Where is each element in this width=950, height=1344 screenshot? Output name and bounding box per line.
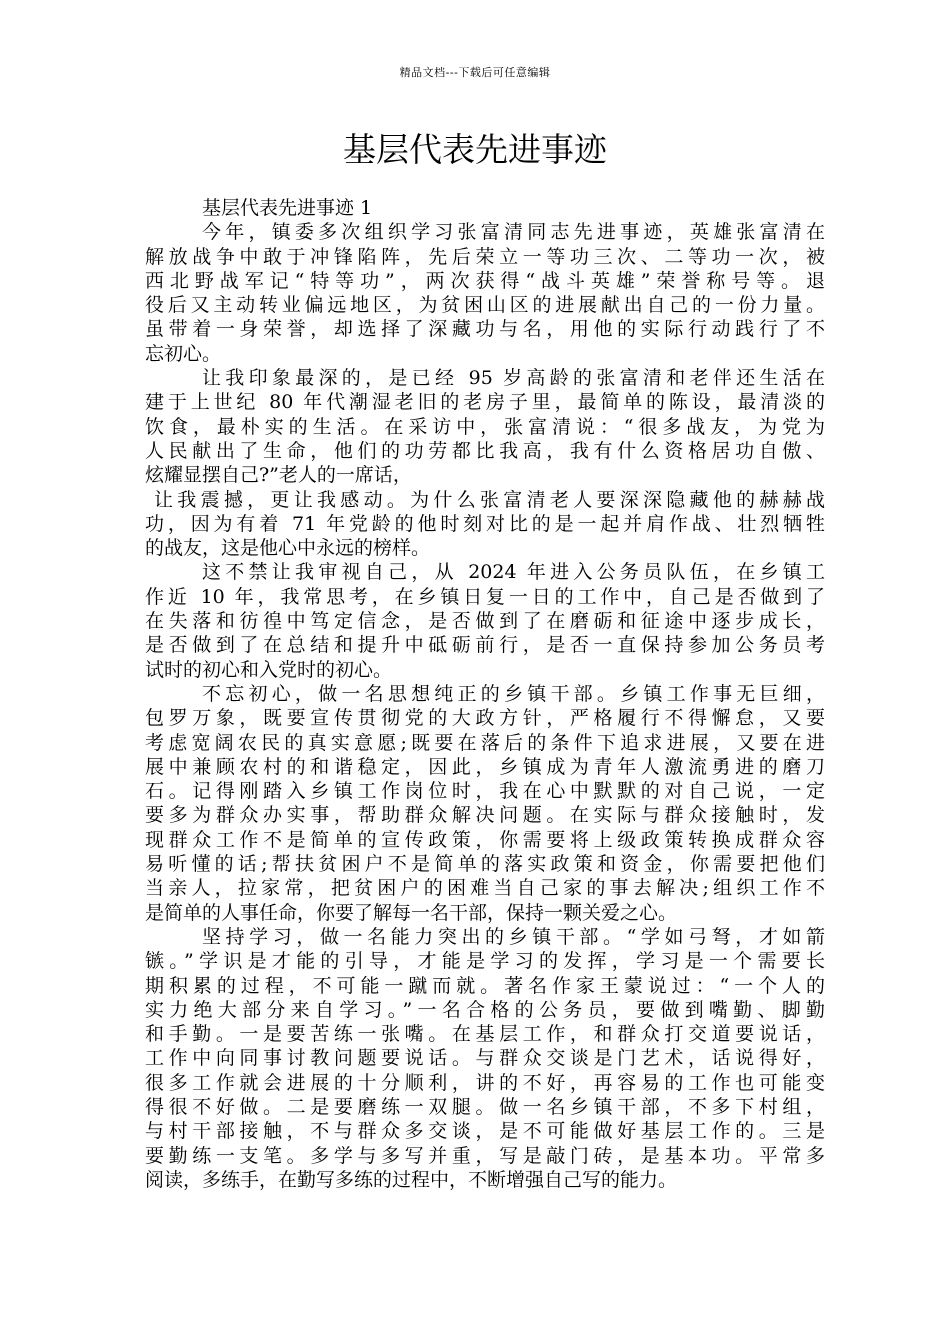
text-line: 坚持学习，做一名能力突出的乡镇干部。“学如弓弩，才如箭 [202,925,825,948]
text-line: 期积累的过程，不可能一蹴而就。著名作家王蒙说过：“一个人的 [145,974,825,997]
text-line: 包罗万象，既要宣传贯彻党的大政方针，严格履行不得懈怠，又要 [145,707,825,730]
text-line: 阅读，多练手，在勤写多练的过程中，不断增强自己写的能力。 [145,1168,678,1191]
text-line: 今年，镇委多次组织学习张富清同志先进事迹，英雄张富清在 [202,221,825,244]
text-line: 的战友，这是他心中永远的榜样。 [145,537,431,560]
text-line: 让我印象最深的，是已经 95 岁高龄的张富清和老伴还生活在 [202,367,825,390]
text-line: 镞。”学识是才能的引导，才能是学习的发挥，学习是一个需要长 [145,950,825,973]
text-line: 试时的初心和入党时的初心。 [145,658,393,681]
text-line: 不忘初心，做一名思想纯正的乡镇干部。乡镇工作事无巨细， [202,682,825,705]
text-line: 要多为群众办实事，帮助群众解决问题。在实际与群众接触时，发 [145,804,825,827]
text-line: 西北野战军记“特等功”，两次获得“战斗英雄”荣誉称号等。退 [145,269,825,292]
text-line: 是否做到了在总结和提升中砥砺前行，是否一直保持参加公务员考 [145,634,825,657]
text-line: 得很不好做。二是要磨练一双腿。做一名乡镇干部，不多下村组， [145,1095,825,1118]
text-line: 易听懂的话;帮扶贫困户不是简单的落实政策和资金，你需要把他们 [145,853,825,876]
text-line: 让我震撼，更让我感动。为什么张富清老人要深深隐藏他的赫赫战 [154,488,825,511]
text-line: 实力绝大部分来自学习。”一名合格的公务员，要做到嘴勤、脚勤 [145,998,825,1021]
text-line: 很多工作就会进展的十分顺利，讲的不好，再容易的工作也可能变 [145,1071,825,1094]
text-line: 当亲人，拉家常，把贫困户的困难当自己家的事去解决;组织工作不 [145,877,825,900]
text-line: 功，因为有着 71 年党龄的他时刻对比的是一起并肩作战、壮烈牺牲 [145,512,825,535]
text-line: 石。记得刚踏入乡镇工作岗位时，我在心中默默的对自己说，一定 [145,780,825,803]
text-line: 和手勤。一是要苦练一张嘴。在基层工作，和群众打交道要说话， [145,1023,825,1046]
text-line: 解放战争中敢于冲锋陷阵，先后荣立一等功三次、二等功一次，被 [145,245,825,268]
document-body [145,196,825,1192]
text-line: 在失落和彷徨中笃定信念，是否做到了在磨砺和征途中逐步成长， [145,610,825,633]
text-line: 现群众工作不是简单的宣传政策，你需要将上级政策转换成群众容 [145,828,825,851]
text-line: 基层代表先进事迹 1 [202,197,373,219]
header-note: 精品文档---下载后可任意编辑 [399,66,551,79]
text-line: 建于上世纪 80 年代潮湿老旧的老房子里，最简单的陈设，最清淡的 [145,391,825,414]
text-line: 这不禁让我审视自己，从 2024 年进入公务员队伍，在乡镇工 [202,561,825,584]
document-title: 基层代表先进事迹 [343,130,607,169]
text-line: 忘初心。 [145,342,222,365]
text-line: 展中兼顾农村的和谐稳定，因此，乡镇成为青年人激流勇进的磨刀 [145,755,825,778]
text-line: 作近 10 年，我常思考，在乡镇日复一日的工作中，自己是否做到了 [145,585,825,608]
text-line: 虽带着一身荣誉，却选择了深藏功与名，用他的实际行动践行了不 [145,318,825,341]
text-line: 饮食，最朴实的生活。在采访中，张富清说：“很多战友，为党为 [145,415,825,438]
text-line: 炫耀显摆自己?”老人的一席话， [145,464,412,487]
text-line: 人民献出了生命，他们的功劳都比我高，我有什么资格居功自傲、 [145,439,825,462]
text-line: 是简单的人事任命，你要了解每一名干部，保持一颗关爱之心。 [145,901,678,924]
text-line: 要勤练一支笔。多学与多写并重，写是敲门砖，是基本功。平常多 [145,1144,825,1167]
text-line: 工作中向同事讨教问题要说话。与群众交谈是门艺术，话说得好， [145,1047,825,1070]
text-line: 役后又主动转业偏远地区，为贫困山区的进展献出自己的一份力量。 [145,294,825,317]
text-line: 考虑宽阔农民的真实意愿;既要在落后的条件下追求进展，又要在进 [145,731,825,754]
text-line: 与村干部接触，不与群众多交谈，是不可能做好基层工作的。三是 [145,1120,825,1143]
